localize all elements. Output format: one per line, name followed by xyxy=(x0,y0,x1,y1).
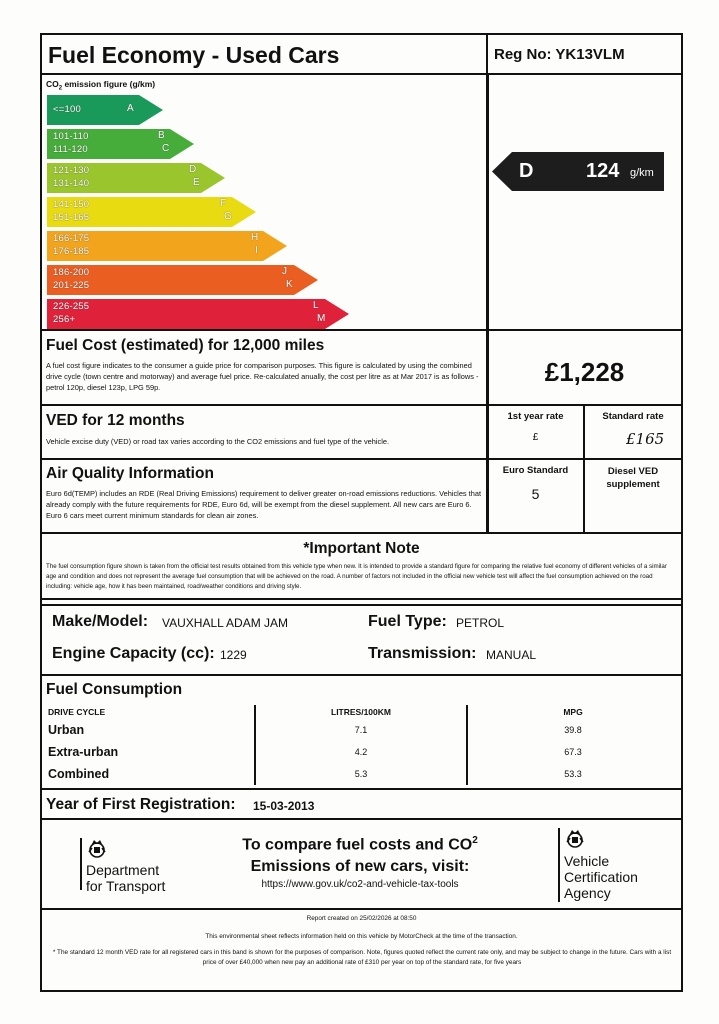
compare-line-1: To compare fuel costs and $CO^2$ xyxy=(242,835,478,854)
co2-band xyxy=(47,231,287,261)
co2-band-letter: F xyxy=(220,198,227,209)
footer-footnote: * The standard 12 month VED rate for all registered cars in this band is shown for the purposes of comparison. Note, figures quoted reflect the current rate only, and may be subject to change in the future. Cars with a list price of over £40,000 when new pay an additional rate of £310 per year on top of the standard rate, for five years xyxy=(52,949,672,966)
ved-heading: VED for 12 months xyxy=(46,412,185,429)
co2-band-letter: E xyxy=(193,177,200,188)
co2-band-range: 111-120 xyxy=(53,144,88,155)
co2-band-range: 151-165 xyxy=(53,212,90,223)
air-quality-heading: Air Quality Information xyxy=(46,465,214,482)
co2-band xyxy=(47,129,194,159)
consumption-cycle: Extra-urban xyxy=(48,745,119,759)
co2-band-letter: D xyxy=(189,164,197,175)
co2-band-range: 201-225 xyxy=(53,280,90,291)
co2-band-range: <=100 xyxy=(53,104,81,115)
make-value: VAUXHALL ADAM JAM xyxy=(162,616,289,630)
ved-text: Vehicle excise duty (VED) or road tax varies according to the CO2 emissions and fuel type of the vehicle. xyxy=(46,437,390,446)
euro-standard-value: 5 xyxy=(531,486,540,502)
ved-first-year-label: 1st year rate xyxy=(507,411,564,422)
co2-band-range: 121-130 xyxy=(53,165,90,176)
fuel-cost-heading: Fuel Cost (estimated) for 12,000 miles xyxy=(46,337,325,354)
co2-band xyxy=(47,299,349,329)
consumption-cycle: Combined xyxy=(48,767,110,781)
report-created: Report created on 25/02/2026 at 08:50 xyxy=(306,915,417,922)
co2-band xyxy=(47,197,256,227)
dft-logo-text: Department for Transport xyxy=(86,862,166,894)
fuel-type-value: PETROL xyxy=(456,616,505,630)
fuel-cost-amount: £1,228 xyxy=(544,357,625,387)
co2-band-letter: H xyxy=(251,232,259,243)
fuel-consumption-heading: Fuel Consumption xyxy=(46,681,183,698)
co2-rating-box xyxy=(486,73,683,331)
consumption-litres: 5.3 xyxy=(354,769,368,779)
col-drive-cycle: DRIVE CYCLE xyxy=(48,707,106,717)
engine-capacity-label: Engine Capacity (cc): xyxy=(52,645,215,662)
co2-band-letter: L xyxy=(313,300,319,311)
co2-band xyxy=(47,95,163,125)
transmission-label: Transmission: xyxy=(368,645,477,662)
co2-band xyxy=(47,163,225,193)
co2-band-range: 176-185 xyxy=(53,246,90,257)
co2-band-range: 131-140 xyxy=(53,178,90,189)
co2-band xyxy=(47,265,318,295)
vca-logo-text: Vehicle Certification Agency xyxy=(564,853,638,901)
co2-band-range: 141-150 xyxy=(53,199,90,210)
dft-crest-icon xyxy=(86,838,108,860)
co2-band-range: 256+ xyxy=(53,314,76,325)
col-mpg: MPG xyxy=(563,707,583,717)
co2-band-letter: J xyxy=(282,266,287,277)
co2-band-range: 186-200 xyxy=(53,267,90,278)
co2-band-range: 226-255 xyxy=(53,301,90,312)
euro-standard-label: Euro Standard xyxy=(502,465,569,476)
co2-band-letter: K xyxy=(286,279,293,290)
registration-value: 15-03-2013 xyxy=(253,799,315,813)
co2-band-letter: M xyxy=(317,313,326,324)
co2-band-letter: B xyxy=(158,130,165,141)
co2-band-letter: C xyxy=(162,143,170,154)
compare-url[interactable]: https://www.gov.uk/co2-and-vehicle-tax-tools xyxy=(261,879,459,890)
fuel-cost-text: A fuel cost figure indicates to the consumer a guide price for comparison purposes. This figure is calculated by using the combined drive cycle (town centre and motorway) and average fuel price. Re-calculated anually, the cost per litre as at Mar 2017 is as follows - petrol 120p, diesel 123p, LPG 59p. xyxy=(46,361,479,392)
rating-unit: g/km xyxy=(630,167,654,179)
ved-standard-label: Standard rate xyxy=(602,411,664,422)
co2-band-range: 166-175 xyxy=(53,233,90,244)
important-note-heading: *Important Note xyxy=(303,540,420,557)
transmission-value: MANUAL xyxy=(486,648,537,662)
co2-band-letter: A xyxy=(127,103,134,114)
consumption-mpg: 39.8 xyxy=(564,725,582,735)
rating-letter: D xyxy=(519,160,534,182)
page-title: Fuel Economy - Used Cars xyxy=(48,42,340,68)
ved-first-year-value: £ xyxy=(532,432,539,443)
vca-logo-rule xyxy=(558,828,560,902)
report-info: This environmental sheet reflects information held on this vehicle by MotorCheck at the time of the transaction. xyxy=(205,933,518,940)
rating-value: 124 xyxy=(586,160,620,182)
co2-band-arrow xyxy=(47,299,349,329)
co2-band-letter: G xyxy=(224,211,232,222)
co2-band-range: 101-110 xyxy=(53,131,89,142)
ved-standard-value: £165 xyxy=(626,430,665,448)
consumption-mpg: 67.3 xyxy=(564,747,582,757)
engine-capacity-value: 1229 xyxy=(220,648,247,662)
diesel-supplement-label: Diesel VED supplement xyxy=(606,466,660,490)
make-label: Make/Model: xyxy=(52,613,149,630)
air-quality-text: Euro 6d(TEMP) includes an RDE (Real Driving Emissions) requirement to deliver greater on-road emissions reductions. Vehicles that already comply with the future requirements for RDE, Euro 6d, will be exempt from the diesel supplement. All new cars are Euro 6. Euro 6 cars meet current minimum standards for clean air zones. xyxy=(46,489,482,520)
dft-logo-rule xyxy=(80,838,82,890)
col-litres: LITRES/100KM xyxy=(331,707,391,717)
consumption-mpg: 53.3 xyxy=(564,769,582,779)
consumption-cycle: Urban xyxy=(48,723,85,737)
co2-band-letter: I xyxy=(255,245,258,256)
consumption-litres: 4.2 xyxy=(354,747,368,757)
consumption-litres: 7.1 xyxy=(354,725,368,735)
co2-heading: $CO_2$ emission figure (g/km) xyxy=(46,79,156,92)
fuel-type-label: Fuel Type: xyxy=(368,613,447,630)
important-note-text: The fuel consumption figure shown is taken from the official test results obtained from this vehicle type when new. It is intended to provide a standard figure for comparing the relative fuel economy of different vehicles of a similar age and condition and does not represent the average fuel consumption that will be achieved on the road. A number of factors not included in the official new vehicle test will affect the fuel consumption achieved on the road including: vehicle age, how it has been maintained, road/weather conditions and driving style. xyxy=(46,563,667,590)
registration-label: Year of First Registration: xyxy=(46,796,236,813)
compare-line-2: Emissions of new cars, visit: xyxy=(250,858,470,875)
vca-crest-icon xyxy=(564,828,586,850)
reg-number: Reg No: YK13VLM xyxy=(494,46,625,63)
